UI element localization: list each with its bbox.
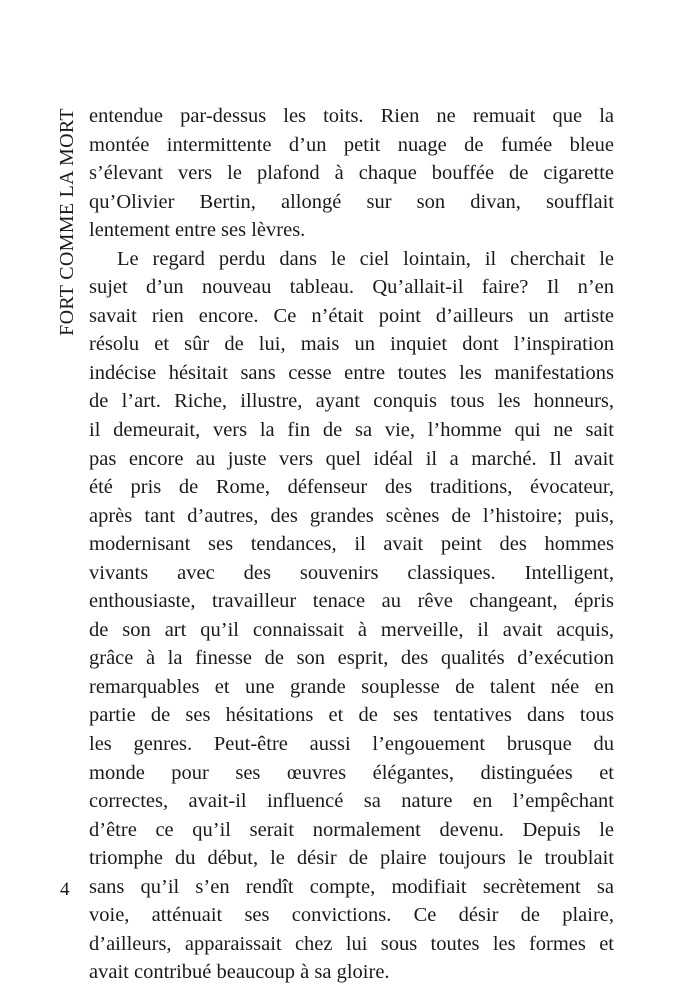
text-line: après tant d’autres, des grandes scènes de l’histoire; puis,	[89, 504, 614, 527]
text-line: savait rien encore. Ce n’était point d’ailleurs un artiste	[89, 304, 614, 327]
text-line: pas encore au juste vers quel idéal il a marché. Il avait	[89, 447, 614, 470]
text-line: de l’art. Riche, illustre, ayant conquis tous les honneurs,	[89, 390, 614, 413]
text-line: lentement entre ses lèvres.	[89, 219, 306, 242]
text-line: s’élevant vers le plafond à chaque bouffée de cigarette	[89, 162, 614, 185]
text-line: avait contribué beaucoup à sa gloire.	[89, 961, 390, 984]
text-line: entendue par-dessus les toits. Rien ne remuait que la	[89, 105, 614, 127]
text-line: vivants avec des souvenirs classiques. Intelligent,	[89, 561, 614, 584]
text-line: d’être ce qu’il serait normalement devenu. Depuis le	[89, 818, 614, 841]
text-line: triomphe du début, le désir de plaire toujours le troublait	[89, 847, 614, 870]
text-line: monde pour ses œuvres élégantes, distinguées et	[89, 761, 614, 784]
text-line: Le regard perdu dans le ciel lointain, il cherchait le	[117, 247, 614, 270]
text-line: résolu et sûr de lui, mais un inquiet dont l’inspiration	[89, 333, 614, 356]
text-line: il demeurait, vers la fin de sa vie, l’homme qui ne sait	[89, 419, 614, 442]
text-line: sujet d’un nouveau tableau. Qu’allait-il faire? Il n’en	[89, 276, 614, 299]
text-line: indécise hésitait sans cesse entre toutes les manifestations	[89, 361, 614, 384]
text-line: enthousiaste, travailleur tenace au rêve changeant, épris	[89, 590, 614, 613]
text-line: voie, atténuait ses convictions. Ce désir de plaire,	[89, 904, 614, 927]
text-line: montée intermittente d’un petit nuage de fumée bleue	[89, 133, 614, 156]
text-line: d’ailleurs, apparaissait chez lui sous toutes les formes et	[89, 932, 614, 955]
text-line: remarquables et une grande souplesse de talent née en	[89, 675, 614, 698]
text-line: sans qu’il s’en rendît compte, modifiait secrètement sa	[89, 875, 614, 898]
text-line: correctes, avait-il influencé sa nature en l’empêchant	[89, 790, 614, 813]
text-line: de son art qu’il connaissait à merveille, il avait acquis,	[89, 618, 614, 641]
text-line: qu’Olivier Bertin, allongé sur son divan, soufflait	[89, 190, 614, 213]
body-text	[89, 102, 614, 987]
text-line: modernisant ses tendances, il avait peint des hommes	[89, 533, 614, 556]
text-line: grâce à la finesse de son esprit, des qualités d’exécution	[89, 647, 614, 670]
text-line: les genres. Peut-être aussi l’engouement brusque du	[89, 733, 614, 756]
text-line: été pris de Rome, défenseur des traditions, évocateur,	[89, 476, 614, 499]
text-line: partie de ses hésitations et de ses tentatives dans tous	[89, 704, 614, 727]
running-head-title: FORT COMME LA MORT	[56, 107, 79, 336]
page-number: 4	[60, 879, 70, 900]
running-head	[54, 104, 80, 339]
